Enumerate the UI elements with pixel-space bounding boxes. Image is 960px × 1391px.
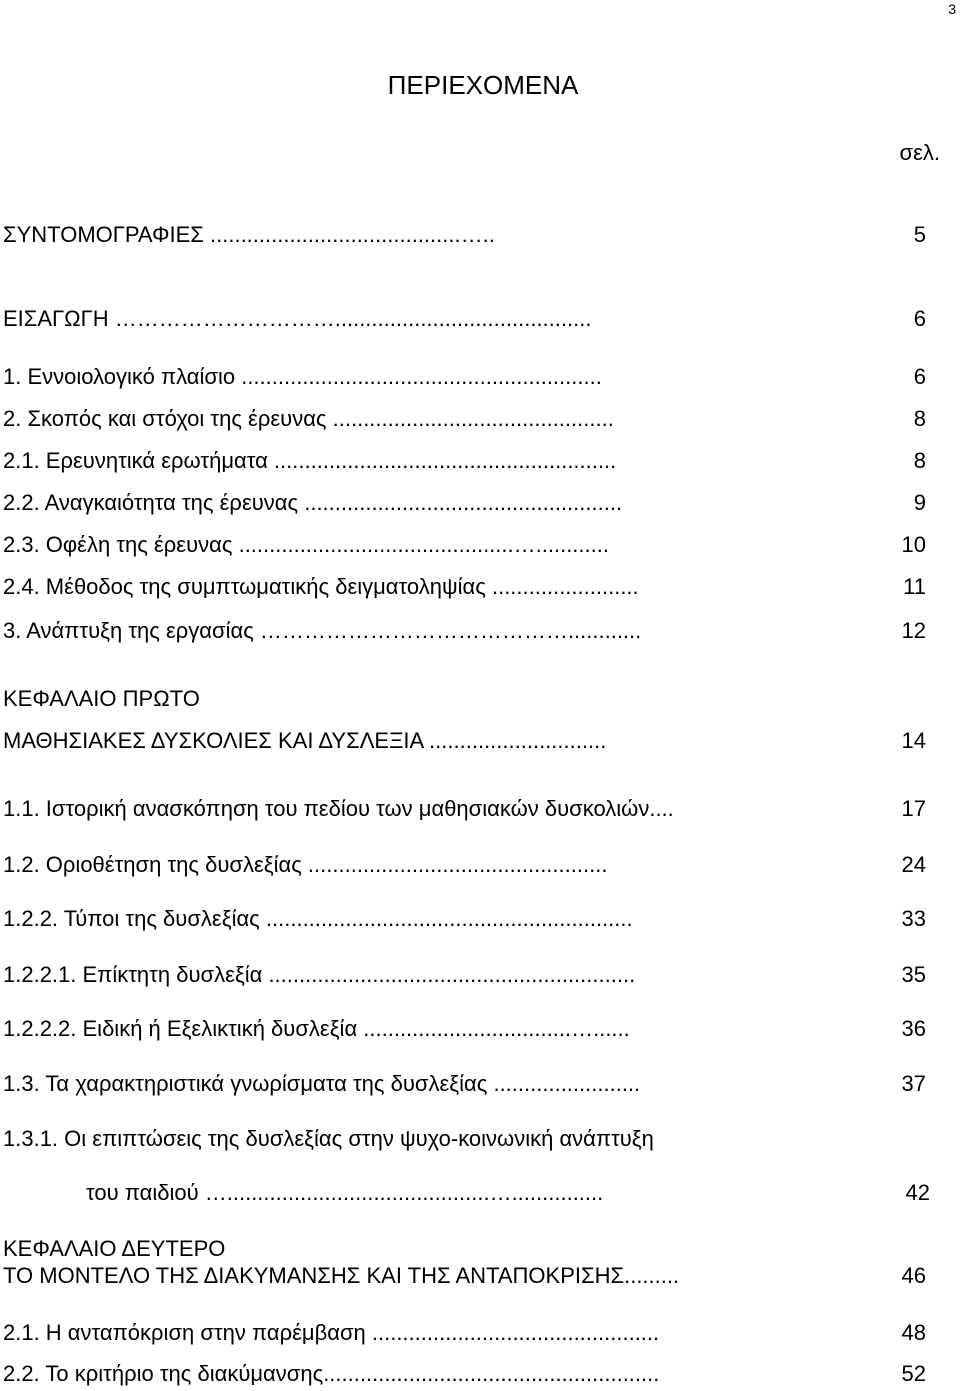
toc-entry-page: 14 [901,728,926,753]
toc-entry-label: 2.2. Αναγκαιότητα της έρευνας .................................................... [3,490,623,515]
toc-entry-label: 2.4. Μέθοδος της συμπτωματικής δειγματοληψίας ........................ [3,574,639,599]
toc-entry-label: 1.2. Οριοθέτηση της δυσλεξίας ................................................. [3,852,608,877]
toc-entry-page: 12 [901,618,926,643]
toc-entry-page: 6 [913,306,926,331]
toc-entry-label: 1. Εννοιολογικό πλαίσιο ........................................................... [3,364,602,389]
toc-entry-page: 33 [901,906,926,931]
toc-entry [0,1363,960,1391]
toc-entry-page: 8 [913,448,926,473]
toc-entry [0,224,960,252]
toc-entry-continuation [0,1182,960,1210]
toc-entry-page: 9 [913,490,926,515]
toc-entry-page: 37 [901,1071,926,1096]
toc-entry-label: ΣΥΝΤΟΜΟΓΡΑΦΙΕΣ .........................................….. [3,222,495,247]
toc-entry-page: 11 [903,574,926,599]
toc-entry-label: 2.1. Ερευνητικά ερωτήματα ........................................................ [3,448,617,473]
toc-chapter-heading [0,688,960,716]
toc-entry-page: 36 [901,1016,926,1041]
page-number: 3 [948,1,956,17]
toc-entry-label: 2.2. Το κριτήριο της διακύμανσης....................................................... [3,1361,660,1386]
toc-entry-label: 1.1. Ιστορική ανασκόπηση του πεδίου των μαθησιακών δυσκολιών.... [3,796,674,821]
toc-entry [0,964,960,992]
toc-entry-label: ΚΕΦΑΛΑΙΟ ΔΕΥΤΕΡΟ [3,1236,226,1261]
toc-chapter-heading [0,1238,960,1266]
toc-entry-page: 42 [905,1180,930,1205]
toc-entry [0,450,960,478]
toc-entry [0,366,960,394]
toc-entry-page: 8 [913,406,926,431]
toc-entry-label: 2.1. Η ανταπόκριση στην παρέμβαση ............................................... [3,1320,660,1345]
page-column-label: σελ. [899,140,940,165]
toc-entry-label: ΚΕΦΑΛΑΙΟ ΠΡΩΤΟ [3,686,200,711]
toc-entry [0,534,960,562]
toc-entry-label: 1.3. Τα χαρακτηριστικά γνωρίσματα της δυσλεξίας ........................ [3,1071,641,1096]
toc-entry-label: 2.3. Οφέλη της έρευνας .............................................…............ [3,532,609,557]
toc-entry-label: ΤΟ ΜΟΝΤΕΛΟ ΤΗΣ ΔΙΑΚΥΜΑΝΣΗΣ ΚΑΙ ΤΗΣ ΑΝΤΑΠΟΚΡΙΣΗΣ......... [3,1263,680,1288]
toc-entry [0,730,960,758]
toc-entry-page: 46 [901,1263,926,1288]
toc-entry-page: 35 [901,962,926,987]
toc-entry [0,1128,960,1156]
toc-entry-label: 1.3.1. Οι επιπτώσεις της δυσλεξίας στην ψυχο-κοινωνική ανάπτυξη [3,1126,654,1151]
toc-entry [0,620,960,648]
toc-entry-label: 2. Σκοπός και στόχοι της έρευνας .............................................. [3,406,614,431]
toc-entry-page: 10 [901,532,926,557]
toc-entry-page: 6 [913,364,926,389]
toc-entry [0,1322,960,1350]
toc-entry-label: ΕΙΣΑΓΩΓΗ ………………………….......................................... [3,306,592,331]
toc-entry [0,308,960,336]
toc-entry [0,408,960,436]
toc-entry [0,1265,960,1293]
toc-entry [0,1018,960,1046]
toc-entry [0,798,960,826]
toc-entry-page: 52 [901,1361,926,1386]
toc-entry-label: ΜΑΘΗΣΙΑΚΕΣ ΔΥΣΚΟΛΙΕΣ ΚΑΙ ΔΥΣΛΕΞΙΑ ............................. [3,728,607,753]
toc-entry [0,492,960,520]
toc-entry-label: 1.2.2. Τύποι της δυσλεξίας ............................................................ [3,906,633,931]
toc-entry-page: 5 [913,222,926,247]
toc-entry [0,576,960,604]
toc-entry [0,854,960,882]
toc-entry-label: 1.2.2.1. Επίκτητη δυσλεξία ............................................................ [3,962,636,987]
document-title: ΠΕΡΙΕΧΟΜΕΝΑ [387,70,579,100]
toc-entry-label: 1.2.2.2. Ειδική ή Εξελικτική δυσλεξία ..................................…...... [3,1016,630,1041]
toc-entry [0,908,960,936]
toc-entry-label: 3. Ανάπτυξη της εργασίας ……………………………………............ [3,618,642,643]
toc-entry-page: 17 [901,796,926,821]
toc-entry [0,1073,960,1101]
toc-entry-label: του παιδιού …...........................................…............... [86,1180,604,1205]
toc-entry-page: 48 [901,1320,926,1345]
toc-entry-page: 24 [901,852,926,877]
